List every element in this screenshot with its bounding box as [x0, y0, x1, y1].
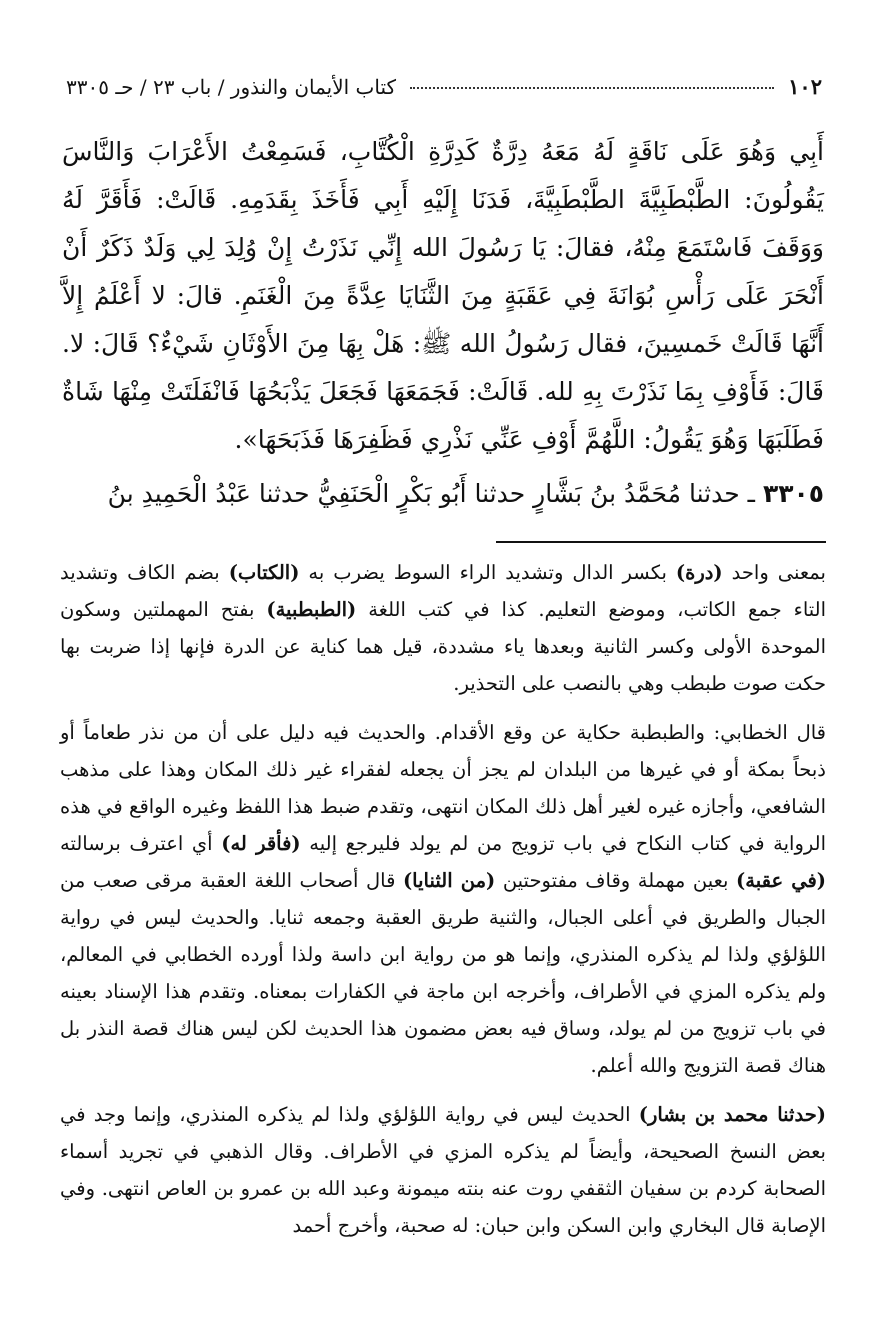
- note-text: بفتح المهملتين وسكون الموحدة الأولى وكسر الثانية وبعدها ياء مشددة، قيل هما كناية عن الدرة فإنها إذا ضربت بها حكت صوت طبطب وهي بالنصب على التحذير.: [60, 598, 826, 695]
- page-number: ١٠٢: [788, 74, 822, 99]
- hadith-number-dash: ـ: [739, 479, 755, 508]
- note-text: أي اعترف برسالته: [60, 832, 222, 855]
- note-term: (من الثنايا): [402, 869, 496, 892]
- note-term: (فأقر له): [221, 832, 301, 855]
- hadith-isnad: حدثنا مُحَمَّدُ بنُ بَشَّارٍ حدثنا أَبُو بَكْرٍ الْحَنَفِيُّ حدثنا عَبْدُ الْحَمِيدِ بنُ: [107, 479, 740, 508]
- note-term: (درة): [675, 561, 723, 584]
- hadith-number: ٣٣٠٥: [762, 479, 824, 508]
- note-text: قال الخطابي: والطبطبة حكاية عن وقع الأقدام. والحديث فيه دليل على أن من نذر طعاماً أو ذبحاً بمكة أو في غيرها من البلدان لم يجز أن يجعله لفقراء غير ذلك المكان وهذا على مذهب الشافعي، وأجازه غيره لغير أهل ذلك المكان انتهى، وتقدم ضبط هذا اللفظ وغيره الواقع في هذه الرواية في كتاب النكاح في باب تزويج من لم يولد فليرجع إليه: [60, 721, 827, 855]
- footnote-separator: [496, 541, 826, 543]
- note-paragraph: [60, 714, 826, 1084]
- header-dotted-leader: [410, 87, 774, 89]
- note-term: (في عقبة): [736, 869, 827, 892]
- note-term: (الطبطبية): [266, 598, 357, 621]
- note-paragraph: [60, 1096, 826, 1244]
- hadith-body: [62, 128, 824, 464]
- hadith-main-text: أَبِي وَهُوَ عَلَى نَاقَةٍ لَهُ مَعَهُ دِرَّةٌ كَدِرَّةِ الْكُتَّابِ، فَسَمِعْتُ الأَعْرَابَ وَالنَّاسَ يَقُولُونَ: الطَّبْطَبِيَّةَ الطَّبْطَبِيَّةَ، فَدَنَا إِلَيْهِ أَبِي فَأَخَذَ بِقَدَمِهِ. قَالَتْ: فَأَقَرَّ لَهُ وَوَقَفَ فَاسْتَمَعَ مِنْهُ، فقالَ: يَا رَسُولَ الله إِنِّي نَذَرْتُ إِنْ وُلِدَ لِي وَلَدٌ ذَكَرٌ أَنْ أَنْحَرَ عَلَى رَأْسِ بُوَانَةَ فِي عَقَبَةٍ مِنَ الثَّنَايَا عِدَّةً مِنَ الْغَنَمِ. قالَ: لا أَعْلَمُ إِلاَّ أَنَّهَا قَالَتْ خَمسِينَ، فقال رَسُولُ الله ﷺ: هَلْ بِهَا مِنَ الأَوْثَانِ شَيْءٌ؟ قَالَ: لا. قَالَ: فَأَوْفِ بِمَا نَذَرْتَ بِهِ لله. قَالَتْ: فَجَمَعَهَا فَجَعَلَ يَذْبَحُهَا فَانْفَلَتَتْ مِنْهَا شَاةٌ فَطَلَبَهَا وَهُوَ يَقُولُ: اللَّهُمَّ أَوْفِ عَنِّي نَذْرِي فَظَفِرَهَا فَذَبَحَهَا».: [62, 137, 824, 454]
- note-text: قال أصحاب اللغة العقبة مرقى صعب من الجبال والطريق في أعلى الجبال، والثنية طريق العقبة وجمعه ثنايا. والحديث ليس في رواية اللؤلؤي ولذا لم يذكره المنذري، وإنما هو من رواية ابن داسة ولذا أورده الخطابي في المعالم، ولم يذكره المزي في الأطراف، وأخرجه ابن ماجة في الكفارات بمعناه. وتقدم هذا الإسناد بعينه في باب تزويج من لم يولد، وساق فيه بعض مضمون هذا الحديث لكن ليس هناك قصة النذر بل هناك قصة التزويج والله أعلم.: [60, 869, 826, 1077]
- commentary-notes: [60, 554, 826, 1256]
- note-text: بعين مهملة وقاف مفتوحتين: [495, 869, 737, 892]
- note-term: (حدثنا محمد بن بشار): [638, 1103, 826, 1126]
- note-text: الحديث ليس في رواية اللؤلؤي ولذا لم يذكره المنذري، وإنما وجد في بعض النسخ الصحيحة، وأيضاً لم يذكره المزي في الأطراف. وقال الذهبي في تجريد أسماء الصحابة كردم بن سفيان الثقفي روت عنه بنته ميمونة وعبد الله بن عمرو بن العاص انتهى. وفي الإصابة قال البخاري وابن السكن وابن حبان: له صحبة، وأخرج أحمد: [60, 1103, 826, 1237]
- running-header: [66, 74, 822, 99]
- running-title: كتاب الأيمان والنذور / باب ٢٣ / حـ ٣٣٠٥: [66, 75, 397, 99]
- note-paragraph: [60, 554, 826, 702]
- note-text: بكسر الدال وتشديد الراء السوط يضرب به: [299, 561, 676, 584]
- note-term: (الكتاب): [228, 561, 300, 584]
- note-text: بضم الكاف وتشديد التاء جمع الكاتب، وموضع التعليم. كذا في كتب اللغة: [60, 561, 826, 621]
- hadith-heading: [62, 470, 824, 518]
- note-text: بمعنى واحد: [722, 561, 826, 584]
